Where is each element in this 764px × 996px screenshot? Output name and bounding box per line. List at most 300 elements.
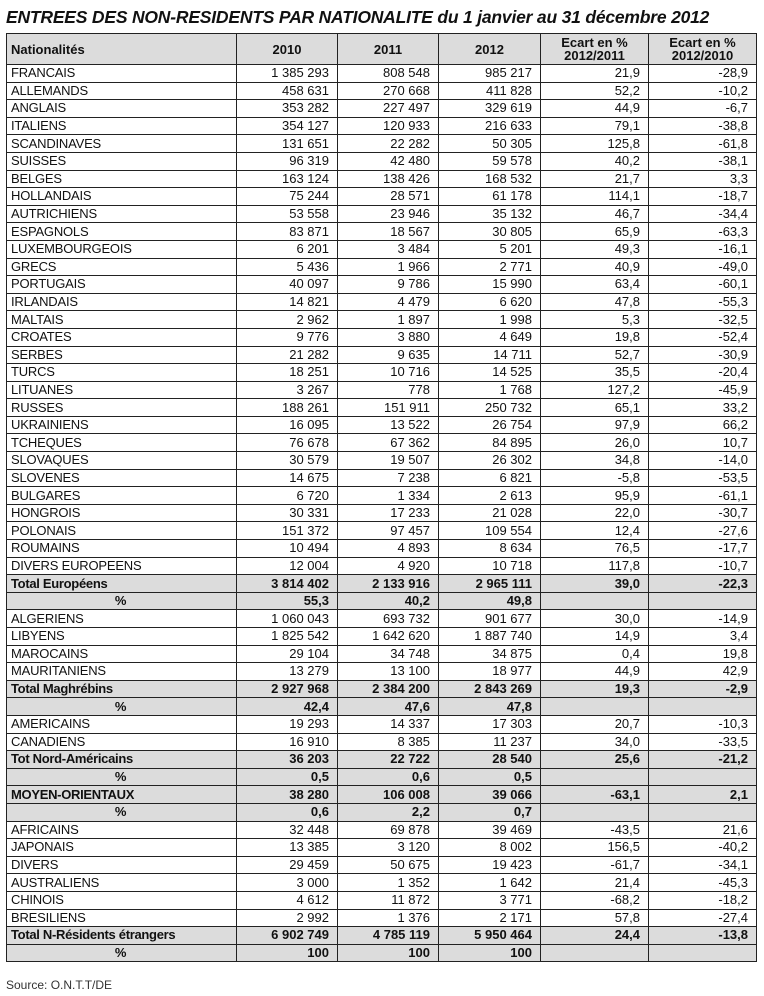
cell-2012: 2 613 (439, 487, 541, 505)
cell-nationality: Tot Nord-Américains (7, 751, 237, 769)
cell-2010: 5 436 (237, 258, 338, 276)
cell-2011: 47,6 (338, 698, 439, 716)
cell-2010: 14 821 (237, 293, 338, 311)
cell-2011: 34 748 (338, 645, 439, 663)
header-row (7, 34, 757, 65)
header-2011: 2011 (338, 34, 439, 65)
table-total-row (7, 680, 757, 698)
cell-ecart-2012-2011 (541, 944, 649, 962)
cell-2012: 26 754 (439, 416, 541, 434)
cell-ecart-2012-2011: 30,0 (541, 610, 649, 628)
cell-ecart-2012-2011: 19,3 (541, 680, 649, 698)
cell-2012: 100 (439, 944, 541, 962)
table-row (7, 240, 757, 258)
cell-2012: 2 965 111 (439, 575, 541, 593)
header-ecart-2012-2011-line1: Ecart en % (561, 35, 628, 50)
cell-2010: 131 651 (237, 135, 338, 153)
cell-2010: 14 675 (237, 469, 338, 487)
table-row (7, 909, 757, 927)
cell-2012: 59 578 (439, 152, 541, 170)
cell-2011: 1 897 (338, 311, 439, 329)
cell-ecart-2012-2011 (541, 768, 649, 786)
table-total-row (7, 927, 757, 945)
cell-2011: 11 872 (338, 891, 439, 909)
cell-2012: 5 201 (439, 240, 541, 258)
cell-ecart-2012-2010: -40,2 (649, 839, 757, 857)
cell-ecart-2012-2011: 21,9 (541, 65, 649, 83)
cell-ecart-2012-2010 (649, 944, 757, 962)
cell-2011: 22 282 (338, 135, 439, 153)
cell-ecart-2012-2011: 117,8 (541, 557, 649, 575)
cell-2012: 30 805 (439, 223, 541, 241)
cell-ecart-2012-2010: -63,3 (649, 223, 757, 241)
table-row (7, 100, 757, 118)
cell-2012: 18 977 (439, 663, 541, 681)
cell-ecart-2012-2011: 35,5 (541, 364, 649, 382)
cell-2012: 2 843 269 (439, 680, 541, 698)
cell-2012: 21 028 (439, 504, 541, 522)
cell-ecart-2012-2010 (649, 803, 757, 821)
cell-ecart-2012-2010: -13,8 (649, 927, 757, 945)
cell-2010: 353 282 (237, 100, 338, 118)
cell-2012: 250 732 (439, 399, 541, 417)
header-2010: 2010 (237, 34, 338, 65)
cell-2012: 35 132 (439, 205, 541, 223)
cell-2012: 26 302 (439, 452, 541, 470)
cell-ecart-2012-2011: 24,4 (541, 927, 649, 945)
cell-ecart-2012-2011: 20,7 (541, 715, 649, 733)
cell-2011: 13 522 (338, 416, 439, 434)
cell-ecart-2012-2010 (649, 592, 757, 610)
cell-nationality: SLOVAQUES (7, 452, 237, 470)
cell-nationality: % (7, 803, 237, 821)
table-row (7, 856, 757, 874)
cell-2011: 693 732 (338, 610, 439, 628)
cell-2011: 97 457 (338, 522, 439, 540)
cell-ecart-2012-2011: 21,7 (541, 170, 649, 188)
cell-ecart-2012-2010: -28,9 (649, 65, 757, 83)
cell-2011: 3 484 (338, 240, 439, 258)
cell-ecart-2012-2010: -34,1 (649, 856, 757, 874)
table-row (7, 293, 757, 311)
cell-nationality: Total N-Résidents étrangers (7, 927, 237, 945)
cell-2012: 1 998 (439, 311, 541, 329)
cell-ecart-2012-2010: -30,7 (649, 504, 757, 522)
cell-ecart-2012-2010: -27,4 (649, 909, 757, 927)
cell-2010: 76 678 (237, 434, 338, 452)
cell-2010: 75 244 (237, 188, 338, 206)
cell-2010: 96 319 (237, 152, 338, 170)
table-row (7, 821, 757, 839)
cell-nationality: GRECS (7, 258, 237, 276)
cell-nationality: DIVERS EUROPEENS (7, 557, 237, 575)
cell-2011: 4 479 (338, 293, 439, 311)
cell-2010: 0,6 (237, 803, 338, 821)
cell-2012: 34 875 (439, 645, 541, 663)
table-row (7, 452, 757, 470)
cell-ecart-2012-2011: 46,7 (541, 205, 649, 223)
cell-ecart-2012-2010: 2,1 (649, 786, 757, 804)
cell-2012: 19 423 (439, 856, 541, 874)
cell-2010: 19 293 (237, 715, 338, 733)
table-percent-row (7, 768, 757, 786)
cell-ecart-2012-2010: -52,4 (649, 328, 757, 346)
cell-nationality: MAROCAINS (7, 645, 237, 663)
cell-2011: 40,2 (338, 592, 439, 610)
table-row (7, 628, 757, 646)
cell-2010: 1 385 293 (237, 65, 338, 83)
cell-2010: 83 871 (237, 223, 338, 241)
cell-2012: 6 620 (439, 293, 541, 311)
cell-2010: 13 385 (237, 839, 338, 857)
cell-ecart-2012-2011: 52,7 (541, 346, 649, 364)
table-container (6, 33, 757, 962)
table-row (7, 645, 757, 663)
header-2012: 2012 (439, 34, 541, 65)
cell-2010: 9 776 (237, 328, 338, 346)
cell-2010: 53 558 (237, 205, 338, 223)
header-ecart-2012-2011-line2: 2012/2011 (564, 48, 625, 63)
cell-2010: 3 814 402 (237, 575, 338, 593)
cell-ecart-2012-2010: -2,9 (649, 680, 757, 698)
cell-2011: 1 352 (338, 874, 439, 892)
cell-ecart-2012-2010: -60,1 (649, 276, 757, 294)
cell-ecart-2012-2011: -5,8 (541, 469, 649, 487)
cell-ecart-2012-2010: -18,7 (649, 188, 757, 206)
cell-ecart-2012-2011: 34,0 (541, 733, 649, 751)
cell-ecart-2012-2011: 52,2 (541, 82, 649, 100)
cell-2010: 3 000 (237, 874, 338, 892)
cell-ecart-2012-2010: 21,6 (649, 821, 757, 839)
cell-2011: 100 (338, 944, 439, 962)
cell-ecart-2012-2011: 19,8 (541, 328, 649, 346)
header-nationalites: Nationalités (7, 34, 237, 65)
cell-nationality: CHINOIS (7, 891, 237, 909)
cell-ecart-2012-2011: 125,8 (541, 135, 649, 153)
cell-2012: 0,7 (439, 803, 541, 821)
table-total-row (7, 751, 757, 769)
cell-2010: 163 124 (237, 170, 338, 188)
cell-2011: 120 933 (338, 117, 439, 135)
cell-ecart-2012-2011: 65,9 (541, 223, 649, 241)
cell-2010: 1 825 542 (237, 628, 338, 646)
cell-nationality: MOYEN-ORIENTAUX (7, 786, 237, 804)
cell-nationality: LITUANES (7, 381, 237, 399)
cell-ecart-2012-2011: 14,9 (541, 628, 649, 646)
table-row (7, 733, 757, 751)
cell-2012: 5 950 464 (439, 927, 541, 945)
cell-2012: 168 532 (439, 170, 541, 188)
cell-2012: 2 771 (439, 258, 541, 276)
cell-ecart-2012-2011: -63,1 (541, 786, 649, 804)
cell-2012: 11 237 (439, 733, 541, 751)
cell-2010: 6 720 (237, 487, 338, 505)
table-total-row (7, 575, 757, 593)
cell-2012: 61 178 (439, 188, 541, 206)
cell-nationality: SLOVENES (7, 469, 237, 487)
cell-2012: 985 217 (439, 65, 541, 83)
cell-2012: 1 887 740 (439, 628, 541, 646)
cell-ecart-2012-2011: 12,4 (541, 522, 649, 540)
table-row (7, 364, 757, 382)
cell-2010: 3 267 (237, 381, 338, 399)
cell-2011: 4 893 (338, 540, 439, 558)
nationality-table (6, 33, 757, 962)
table-row (7, 205, 757, 223)
cell-nationality: CROATES (7, 328, 237, 346)
cell-nationality: Total Maghrébins (7, 680, 237, 698)
cell-ecart-2012-2011: 40,9 (541, 258, 649, 276)
cell-2011: 14 337 (338, 715, 439, 733)
cell-ecart-2012-2011: 5,3 (541, 311, 649, 329)
cell-nationality: AUSTRALIENS (7, 874, 237, 892)
table-row (7, 874, 757, 892)
cell-2011: 8 385 (338, 733, 439, 751)
cell-nationality: JAPONAIS (7, 839, 237, 857)
cell-2012: 4 649 (439, 328, 541, 346)
cell-nationality: SCANDINAVES (7, 135, 237, 153)
cell-nationality: LUXEMBOURGEOIS (7, 240, 237, 258)
cell-2010: 42,4 (237, 698, 338, 716)
cell-2011: 4 785 119 (338, 927, 439, 945)
cell-nationality: HONGROIS (7, 504, 237, 522)
cell-nationality: % (7, 698, 237, 716)
cell-2010: 151 372 (237, 522, 338, 540)
cell-2012: 3 771 (439, 891, 541, 909)
cell-ecart-2012-2010: -6,7 (649, 100, 757, 118)
cell-nationality: % (7, 592, 237, 610)
cell-2012: 15 990 (439, 276, 541, 294)
cell-nationality: DIVERS (7, 856, 237, 874)
cell-nationality: CANADIENS (7, 733, 237, 751)
cell-ecart-2012-2011: -43,5 (541, 821, 649, 839)
cell-ecart-2012-2010: 42,9 (649, 663, 757, 681)
cell-2012: 50 305 (439, 135, 541, 153)
cell-2010: 16 095 (237, 416, 338, 434)
cell-2010: 21 282 (237, 346, 338, 364)
cell-ecart-2012-2011: 39,0 (541, 575, 649, 593)
table-row (7, 522, 757, 540)
cell-nationality: PORTUGAIS (7, 276, 237, 294)
cell-2010: 38 280 (237, 786, 338, 804)
cell-nationality: BULGARES (7, 487, 237, 505)
cell-nationality: ESPAGNOLS (7, 223, 237, 241)
cell-nationality: ANGLAIS (7, 100, 237, 118)
cell-2010: 4 612 (237, 891, 338, 909)
table-row (7, 311, 757, 329)
cell-2011: 1 966 (338, 258, 439, 276)
cell-2010: 29 459 (237, 856, 338, 874)
cell-2012: 8 002 (439, 839, 541, 857)
table-row (7, 416, 757, 434)
cell-ecart-2012-2010 (649, 768, 757, 786)
cell-2011: 9 786 (338, 276, 439, 294)
cell-ecart-2012-2010: -27,6 (649, 522, 757, 540)
table-percent-row (7, 698, 757, 716)
cell-ecart-2012-2010: -17,7 (649, 540, 757, 558)
cell-2011: 9 635 (338, 346, 439, 364)
cell-ecart-2012-2010: -14,0 (649, 452, 757, 470)
cell-nationality: LIBYENS (7, 628, 237, 646)
cell-2011: 4 920 (338, 557, 439, 575)
cell-nationality: Total Européens (7, 575, 237, 593)
cell-2010: 18 251 (237, 364, 338, 382)
cell-ecart-2012-2011: 0,4 (541, 645, 649, 663)
cell-2010: 188 261 (237, 399, 338, 417)
table-row (7, 258, 757, 276)
header-ecart-2012-2010-line2: 2012/2010 (671, 48, 734, 63)
table-percent-row (7, 803, 757, 821)
cell-ecart-2012-2011: 49,3 (541, 240, 649, 258)
header-ecart-2012-2010-line1: Ecart en % (669, 35, 736, 50)
cell-2010: 32 448 (237, 821, 338, 839)
cell-ecart-2012-2011 (541, 592, 649, 610)
table-row (7, 610, 757, 628)
cell-ecart-2012-2011: 63,4 (541, 276, 649, 294)
cell-2011: 28 571 (338, 188, 439, 206)
cell-2012: 14 525 (439, 364, 541, 382)
cell-ecart-2012-2011: 44,9 (541, 100, 649, 118)
cell-2010: 10 494 (237, 540, 338, 558)
cell-2011: 3 120 (338, 839, 439, 857)
cell-nationality: MAURITANIENS (7, 663, 237, 681)
table-row (7, 504, 757, 522)
cell-2012: 47,8 (439, 698, 541, 716)
cell-nationality: MALTAIS (7, 311, 237, 329)
cell-2012: 14 711 (439, 346, 541, 364)
cell-2010: 100 (237, 944, 338, 962)
cell-2010: 0,5 (237, 768, 338, 786)
cell-ecart-2012-2011: 26,0 (541, 434, 649, 452)
cell-2010: 12 004 (237, 557, 338, 575)
cell-nationality: BELGES (7, 170, 237, 188)
cell-ecart-2012-2011 (541, 803, 649, 821)
cell-ecart-2012-2010: -30,9 (649, 346, 757, 364)
table-row (7, 152, 757, 170)
cell-nationality: UKRAINIENS (7, 416, 237, 434)
cell-2011: 67 362 (338, 434, 439, 452)
cell-2010: 30 579 (237, 452, 338, 470)
table-body (7, 65, 757, 962)
cell-2012: 0,5 (439, 768, 541, 786)
cell-ecart-2012-2010: -61,8 (649, 135, 757, 153)
cell-nationality: ITALIENS (7, 117, 237, 135)
cell-2012: 8 634 (439, 540, 541, 558)
cell-2010: 55,3 (237, 592, 338, 610)
table-row (7, 223, 757, 241)
header-ecart-2012-2011 (541, 34, 649, 65)
cell-nationality: IRLANDAIS (7, 293, 237, 311)
cell-ecart-2012-2011: 127,2 (541, 381, 649, 399)
cell-2011: 22 722 (338, 751, 439, 769)
cell-2010: 16 910 (237, 733, 338, 751)
cell-2012: 84 895 (439, 434, 541, 452)
cell-ecart-2012-2011: 65,1 (541, 399, 649, 417)
cell-ecart-2012-2011: 76,5 (541, 540, 649, 558)
cell-nationality: AUTRICHIENS (7, 205, 237, 223)
cell-ecart-2012-2011: 57,8 (541, 909, 649, 927)
cell-nationality: BRESILIENS (7, 909, 237, 927)
cell-ecart-2012-2011: 47,8 (541, 293, 649, 311)
cell-2012: 109 554 (439, 522, 541, 540)
cell-2011: 2 384 200 (338, 680, 439, 698)
cell-2011: 10 716 (338, 364, 439, 382)
cell-ecart-2012-2010: 33,2 (649, 399, 757, 417)
table-total-row (7, 786, 757, 804)
cell-ecart-2012-2011: 22,0 (541, 504, 649, 522)
cell-ecart-2012-2010: -38,1 (649, 152, 757, 170)
cell-ecart-2012-2010: -32,5 (649, 311, 757, 329)
table-percent-row (7, 944, 757, 962)
cell-2012: 39 469 (439, 821, 541, 839)
cell-2011: 1 642 620 (338, 628, 439, 646)
cell-2010: 6 902 749 (237, 927, 338, 945)
cell-ecart-2012-2011 (541, 698, 649, 716)
cell-ecart-2012-2011: 114,1 (541, 188, 649, 206)
header-ecart-2012-2010 (649, 34, 757, 65)
cell-nationality: RUSSES (7, 399, 237, 417)
table-row (7, 469, 757, 487)
cell-ecart-2012-2011: 97,9 (541, 416, 649, 434)
cell-ecart-2012-2010: -61,1 (649, 487, 757, 505)
cell-2011: 2,2 (338, 803, 439, 821)
cell-ecart-2012-2010: 66,2 (649, 416, 757, 434)
table-row (7, 117, 757, 135)
table-row (7, 82, 757, 100)
cell-nationality: SERBES (7, 346, 237, 364)
cell-ecart-2012-2011: 44,9 (541, 663, 649, 681)
cell-2010: 2 992 (237, 909, 338, 927)
table-row (7, 135, 757, 153)
page-title: ENTREES DES NON-RESIDENTS PAR NATIONALITE du 1 janvier au 31 décembre 2012 (6, 7, 710, 27)
cell-2010: 30 331 (237, 504, 338, 522)
cell-ecart-2012-2010: 19,8 (649, 645, 757, 663)
cell-2010: 13 279 (237, 663, 338, 681)
cell-2011: 270 668 (338, 82, 439, 100)
cell-ecart-2012-2011: -68,2 (541, 891, 649, 909)
cell-nationality: HOLLANDAIS (7, 188, 237, 206)
cell-2012: 10 718 (439, 557, 541, 575)
source-note: Source: O.N.T.T/DE (6, 978, 113, 992)
cell-2011: 7 238 (338, 469, 439, 487)
cell-ecart-2012-2011: 34,8 (541, 452, 649, 470)
cell-2012: 1 642 (439, 874, 541, 892)
cell-ecart-2012-2011: 21,4 (541, 874, 649, 892)
cell-ecart-2012-2011: 40,2 (541, 152, 649, 170)
cell-ecart-2012-2010: -18,2 (649, 891, 757, 909)
cell-2011: 2 133 916 (338, 575, 439, 593)
cell-ecart-2012-2010: 10,7 (649, 434, 757, 452)
table-row (7, 839, 757, 857)
table-row (7, 381, 757, 399)
cell-2010: 2 927 968 (237, 680, 338, 698)
cell-nationality: ALLEMANDS (7, 82, 237, 100)
table-row (7, 276, 757, 294)
cell-2011: 42 480 (338, 152, 439, 170)
cell-2012: 17 303 (439, 715, 541, 733)
cell-ecart-2012-2010: -16,1 (649, 240, 757, 258)
cell-ecart-2012-2010: -21,2 (649, 751, 757, 769)
cell-2010: 40 097 (237, 276, 338, 294)
cell-nationality: SUISSES (7, 152, 237, 170)
cell-2011: 17 233 (338, 504, 439, 522)
cell-ecart-2012-2011: 79,1 (541, 117, 649, 135)
cell-ecart-2012-2011: 95,9 (541, 487, 649, 505)
cell-2011: 1 376 (338, 909, 439, 927)
cell-2012: 1 768 (439, 381, 541, 399)
cell-2011: 227 497 (338, 100, 439, 118)
table-row (7, 487, 757, 505)
